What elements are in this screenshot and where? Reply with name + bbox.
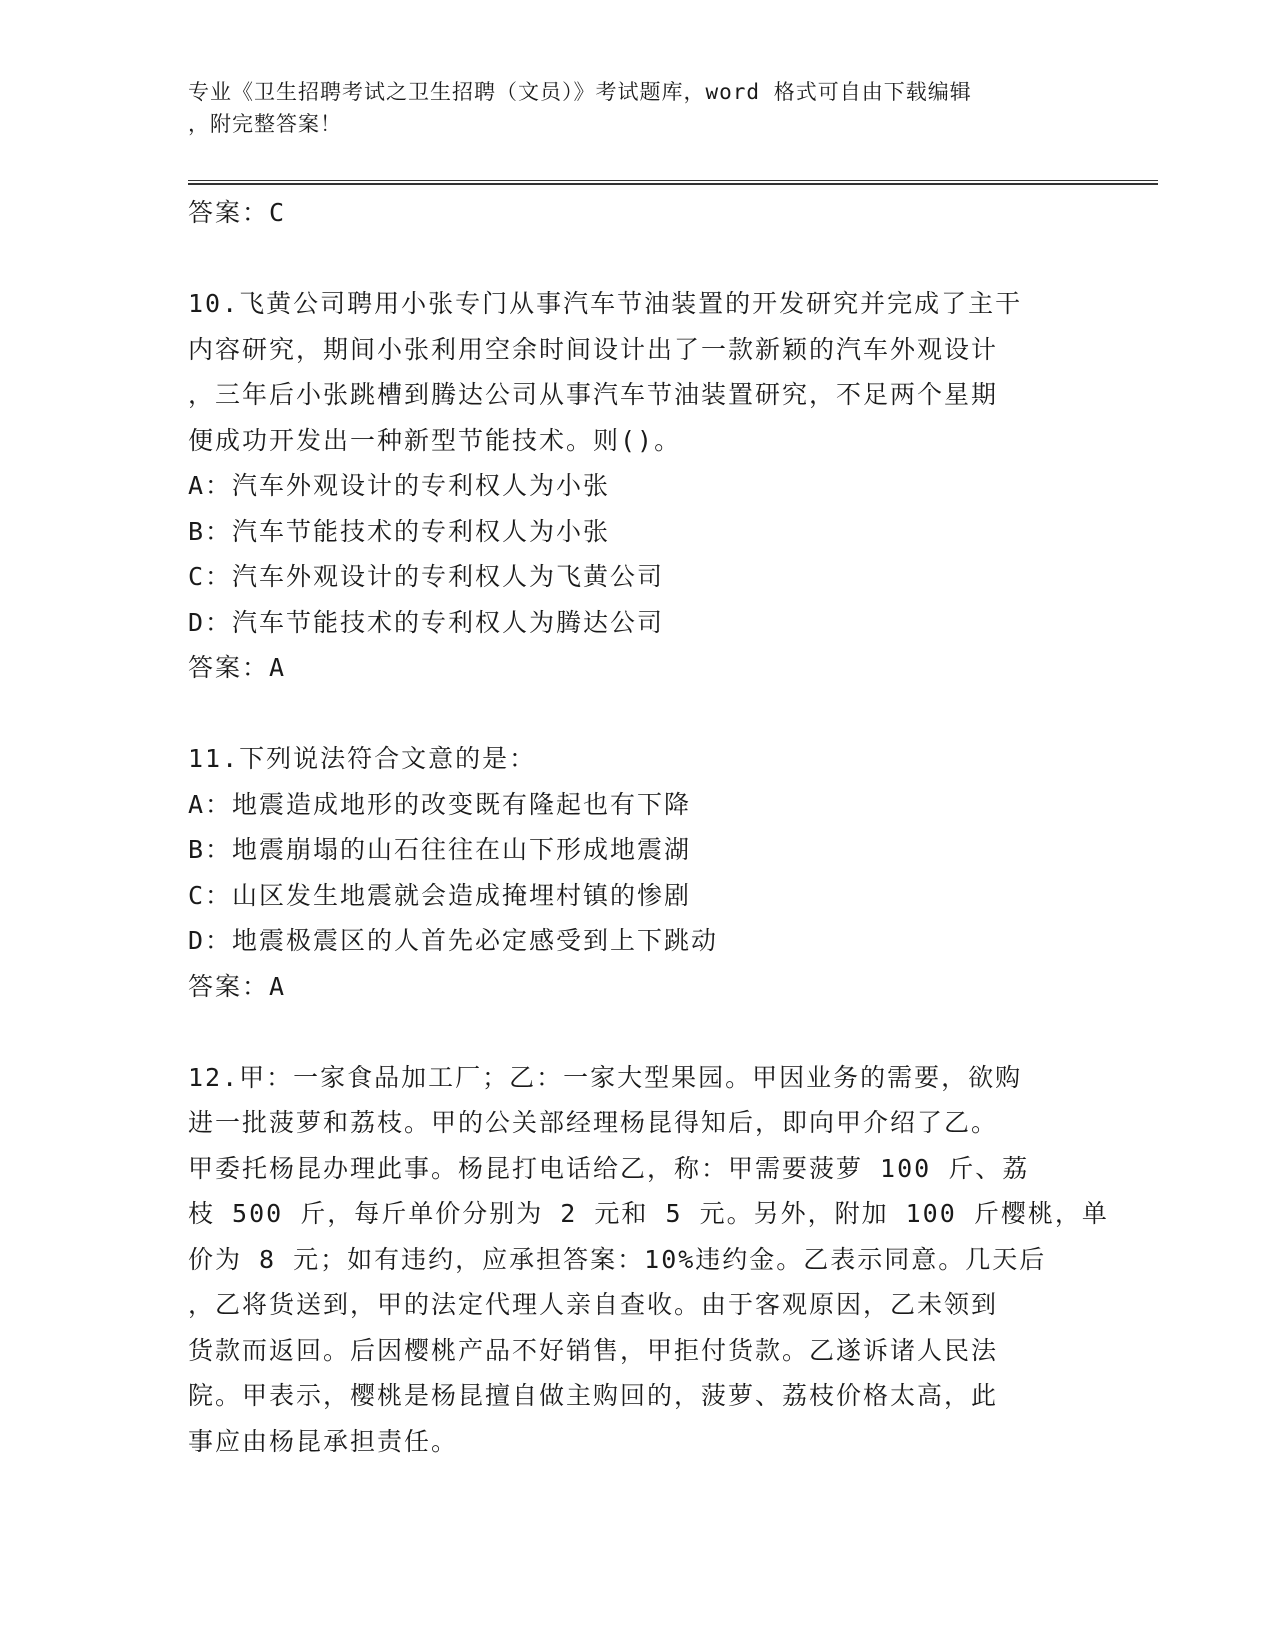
question-11-line-1: 11.下列说法符合文意的是： [188,744,537,773]
question-12-line-8: 院。甲表示，樱桃是杨昆擅自做主购回的，菠萝、荔枝价格太高，此 [188,1381,999,1410]
question-11-option-a: A：地震造成地形的改变既有隆起也有下降 [188,789,692,819]
question-10-line-4: 便成功开发出一种新型节能技术。则()。 [188,425,682,455]
question-12-line-1: 12.甲：一家食品加工厂；乙：一家大型果园。甲因业务的需要，欲购 [188,1062,1023,1092]
question-10-option-d: D：汽车节能技术的专利权人为腾达公司 [188,607,665,637]
previous-answer: 答案：C [188,198,287,227]
header-line-2: ，附完整答案！ [188,112,342,136]
question-12-line-9: 事应由杨昆承担责任。 [188,1426,459,1456]
question-11-answer: 答案：A [188,971,287,1001]
question-10-option-b: B：汽车节能技术的专利权人为小张 [188,516,611,546]
question-10-answer: 答案：A [188,653,287,682]
document-header [188,76,1088,140]
spacer [188,691,1088,737]
spacer [188,1009,1088,1055]
question-12 [188,1055,1109,1465]
header-line-1: 专业《卫生招聘考试之卫生招聘（文员）》考试题库，word 格式可自由下载编辑 [188,80,972,104]
header-rule-thin [188,180,1158,181]
question-12-line-2: 进一批菠萝和荔枝。甲的公关部经理杨昆得知后，即向甲介绍了乙。 [188,1108,999,1137]
question-12-line-3: 甲委托杨昆办理此事。杨昆打电话给乙，称：甲需要菠萝 100 斤、荔 [188,1153,1030,1183]
question-10-option-c: C：汽车外观设计的专利权人为飞黄公司 [188,562,665,591]
question-12-line-5: 价为 8 元；如有违约，应承担答案：10%违约金。乙表示同意。几天后 [188,1244,1047,1274]
question-10-option-a: A：汽车外观设计的专利权人为小张 [188,471,611,500]
header-rule-thick [188,183,1158,185]
question-12-line-7: 货款而返回。后因樱桃产品不好销售，甲拒付货款。乙遂诉诸人民法 [188,1335,999,1365]
question-12-line-6: ，乙将货送到，甲的法定代理人亲自查收。由于客观原因，乙未领到 [188,1290,999,1319]
question-11-option-d: D：地震极震区的人首先必定感受到上下跳动 [188,926,719,955]
question-11 [188,736,1088,1009]
spacer [188,236,1088,282]
question-10-line-1: 10.飞黄公司聘用小张专门从事汽车节油装置的开发研究并完成了主干 [188,289,1023,318]
question-10 [188,281,1088,691]
document-body [188,190,1109,1464]
question-11-option-b: B：地震崩塌的山石往往在山下形成地震湖 [188,835,692,864]
question-12-line-4: 枝 500 斤，每斤单价分别为 2 元和 5 元。另外，附加 100 斤樱桃，单 [188,1199,1109,1228]
question-10-line-2: 内容研究，期间小张利用空余时间设计出了一款新颖的汽车外观设计 [188,334,999,364]
question-11-option-c: C：山区发生地震就会造成掩埋村镇的惨剧 [188,880,692,910]
question-10-line-3: ，三年后小张跳槽到腾达公司从事汽车节油装置研究，不足两个星期 [188,380,999,409]
